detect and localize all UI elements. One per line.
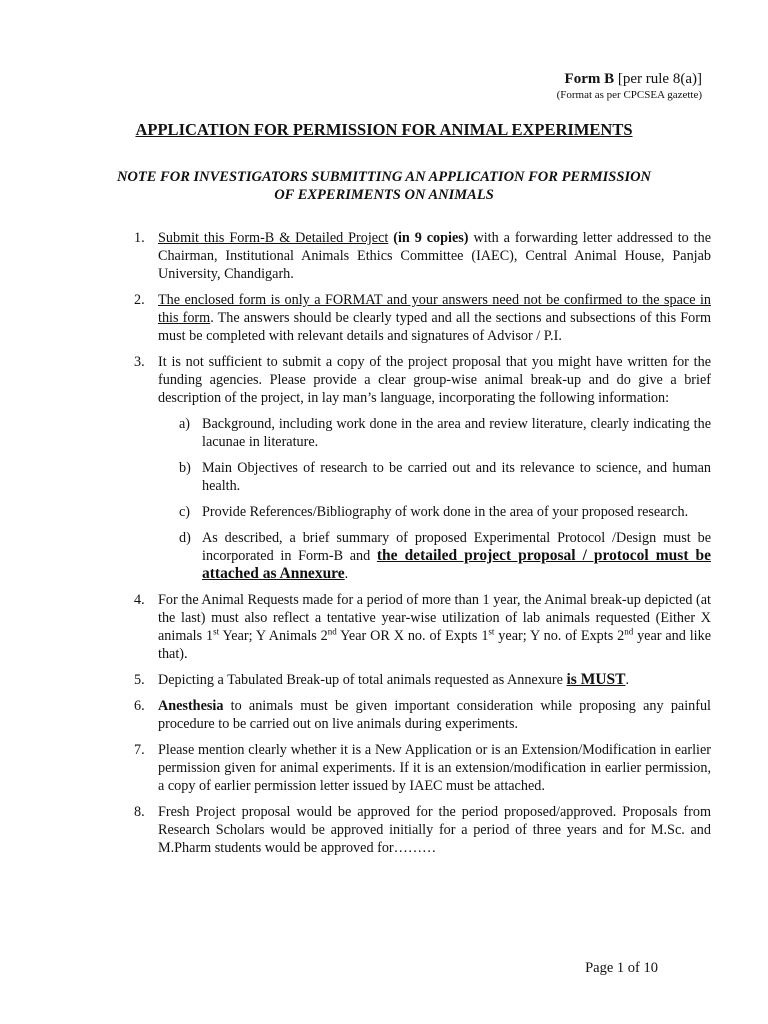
form-rule: [per rule 8(a)] bbox=[617, 71, 702, 87]
sub-item-letter: d) bbox=[179, 530, 191, 546]
sub-item-end: . bbox=[344, 566, 349, 582]
item-number: 1. bbox=[134, 230, 145, 246]
sub-item bbox=[179, 529, 711, 583]
item-text: with a forwarding letter addressed to the Chairman, Institutional Animals Ethics Committee (IAEC), Central Animal House, Panjab University, Chandigarh. bbox=[158, 230, 712, 282]
item-number: 2. bbox=[134, 292, 145, 308]
item-end: . bbox=[625, 672, 630, 688]
item-number: 8. bbox=[134, 804, 145, 820]
item-text: Year; Y Animals 2 bbox=[219, 628, 328, 644]
sub-item-letter: c) bbox=[179, 504, 191, 520]
ordinal-suffix: nd bbox=[624, 626, 634, 637]
note-heading: NOTE FOR INVESTIGATORS SUBMITTING AN APPLICATION FOR PERMISSION OF EXPERIMENTS ON ANIMALS bbox=[116, 169, 652, 203]
item-number: 3. bbox=[134, 354, 145, 370]
item-text: Please mention clearly whether it is a New Application or is an Extension/Modification in earlier permission given for animal experiments. If it is an extension/modification in earlier permission, a copy of earlier permission letter issued by IAEC must be attached. bbox=[158, 742, 711, 794]
list-item bbox=[134, 591, 711, 663]
item-number: 4. bbox=[134, 592, 145, 608]
sub-item bbox=[179, 415, 711, 451]
item-number: 7. bbox=[134, 742, 145, 758]
item-bold-text: (in 9 copies) bbox=[393, 230, 469, 246]
item-bold-text: Anesthesia bbox=[158, 698, 224, 714]
item-underlined-text: The enclosed form is only a FORMAT and your answers need not be confirmed to the space in this form bbox=[158, 292, 711, 326]
item-number: 6. bbox=[134, 698, 145, 714]
sub-item-text: Background, including work done in the area and review literature, clearly indicating the lacunae in literature. bbox=[202, 416, 711, 450]
gazette-note: (Format as per CPCSEA gazette) bbox=[556, 89, 702, 101]
list-item bbox=[134, 229, 712, 283]
instructions-list bbox=[134, 229, 712, 865]
item-text: Depicting a Tabulated Break-up of total animals requested as Annexure bbox=[158, 672, 563, 688]
item-text: year; Y no. of Expts 2 bbox=[494, 628, 625, 644]
item-number: 5. bbox=[134, 672, 145, 688]
ordinal-suffix: nd bbox=[327, 626, 337, 637]
sub-item-text: Provide References/Bibliography of work done in the area of your proposed research. bbox=[202, 504, 689, 520]
list-item bbox=[134, 671, 711, 689]
ordinal-suffix: st bbox=[488, 626, 495, 637]
item-text: year and like that). bbox=[158, 628, 711, 662]
sub-item-emphasis: the detailed project proposal / protocol must be attached as Annexure bbox=[202, 547, 711, 582]
sub-item bbox=[179, 459, 711, 495]
item-text: to animals must be given important consideration while proposing any painful procedure to be carried out on live animals during experiments. bbox=[158, 698, 712, 732]
page-number: Page 1 of 10 bbox=[585, 960, 658, 976]
item-underlined-text: Submit this Form-B & Detailed Project bbox=[158, 230, 389, 246]
item-text: Year OR X no. of Expts 1 bbox=[336, 628, 489, 644]
list-item bbox=[134, 803, 711, 857]
sub-item-letter: b) bbox=[179, 460, 191, 476]
item-text: It is not sufficient to submit a copy of the project proposal that you might have written for the funding agencies. Please provide a clear group-wise animal break-up and do give a brief description of the project, in lay man’s language, incorporating the following information: bbox=[158, 354, 711, 406]
item-text: For the Animal Requests made for a period of more than 1 year, the Animal break-up depicted (at the last) must also reflect a tentative year-wise utilization of lab animals requested (Either X animals 1 bbox=[158, 592, 711, 644]
form-label: Form B bbox=[564, 71, 615, 87]
list-item bbox=[134, 291, 712, 345]
list-item bbox=[134, 353, 711, 583]
item-text: Fresh Project proposal would be approved for the period proposed/approved. Proposals from Research Scholars would be approved initially for a period of three years and for M.Sc. and M.Pharm students would be approved for……… bbox=[158, 804, 711, 856]
form-header bbox=[557, 70, 702, 102]
sub-item-letter: a) bbox=[179, 416, 191, 432]
list-item bbox=[134, 697, 712, 733]
item-emphasis: is MUST bbox=[566, 671, 626, 688]
sub-item bbox=[179, 503, 711, 521]
sub-item-text: As described, a brief summary of proposed Experimental Protocol /Design must be incorporated in Form-B and bbox=[202, 530, 711, 564]
list-item bbox=[134, 741, 711, 795]
ordinal-suffix: st bbox=[213, 626, 220, 637]
item-text: . The answers should be clearly typed and all the sections and subsections of this Form must be completed with relevant details and signatures of Advisor / P.I. bbox=[158, 310, 712, 344]
sub-item-text: Main Objectives of research to be carried out and its relevance to science, and human health. bbox=[202, 460, 711, 494]
page-title: APPLICATION FOR PERMISSION FOR ANIMAL EXPERIMENTS bbox=[135, 120, 633, 139]
form-identifier bbox=[557, 70, 702, 88]
